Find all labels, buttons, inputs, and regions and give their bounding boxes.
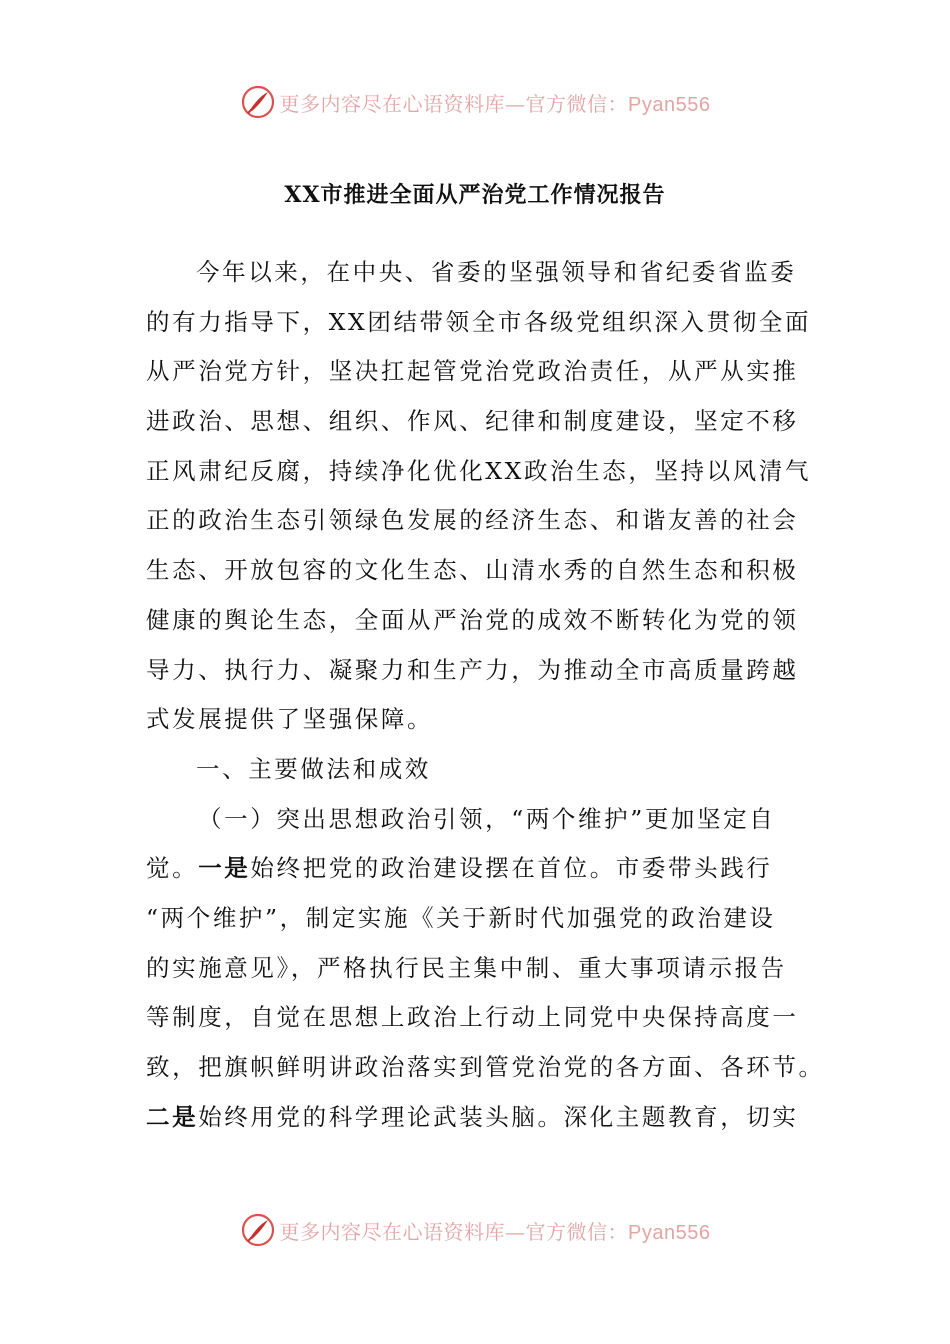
paragraph-line: 正的政治生态引领绿色发展的经济生态、和谐友善的社会 — [146, 506, 799, 535]
quill-pen-logo-icon — [240, 1212, 276, 1248]
paragraph-line: “两个维护”，制定实施《关于新时代加强党的政治建设 — [146, 903, 776, 932]
document-body — [146, 252, 825, 1146]
paragraph-line: 式发展提供了坚强保障。 — [146, 705, 434, 734]
paragraph-line — [146, 848, 806, 898]
point-marker: 一是 — [198, 854, 251, 883]
watermark-text: 更多内容尽在心语资料库—官方微信：Pyan556 — [279, 1219, 711, 1244]
watermark-text: 更多内容尽在心语资料库—官方微信：Pyan556 — [279, 91, 711, 116]
paragraph-line: 生态、开放包容的文化生态、山清水秀的自然生态和积极 — [146, 556, 799, 585]
point-marker: 二是 — [146, 1102, 199, 1131]
paragraph-line: 致，把旗帜鲜明讲政治落实到管党治党的各方面、各环节。 — [146, 1053, 825, 1081]
paragraph-line: 等制度，自觉在思想上政治上行动上同党中央保持高度一 — [146, 1003, 799, 1032]
paragraph-line: 从严治党方针，坚决扛起管党治党政治责任，从严从实推 — [146, 357, 799, 386]
quill-pen-logo-icon — [240, 84, 276, 120]
paragraph-line: 正风肃纪反腐，持续净化优化XX政治生态，坚持以风清气 — [146, 456, 812, 485]
header-watermark — [0, 80, 950, 124]
paragraph-line: 健康的舆论生态，全面从严治党的成效不断转化为党的领 — [146, 605, 799, 634]
section-heading: 一、主要做法和成效 — [196, 754, 431, 783]
line-prefix: 觉。 — [146, 854, 199, 883]
paragraph-line — [146, 1097, 806, 1147]
paragraph-line: 导力、执行力、凝聚力和生产力，为推动全市高质量跨越 — [146, 655, 799, 684]
paragraph-line: 的有力指导下，XX团结带领全市各级党组织深入贯彻全面 — [146, 307, 812, 336]
footer-watermark — [0, 1208, 950, 1252]
paragraph-line: 今年以来，在中央、省委的坚强领导和省纪委省监委 — [196, 258, 797, 286]
document-title: XX市推进全面从严治党工作情况报告 — [284, 182, 666, 208]
subsection-heading: （一）突出思想政治引领，“两个维护”更加坚定自 — [198, 804, 776, 833]
paragraph-line: 的实施意见》，严格执行民主集中制、重大事项请示报告 — [146, 953, 787, 982]
paragraph-line: 进政治、思想、组织、作风、纪律和制度建设，坚定不移 — [146, 407, 799, 436]
line-rest: 始终把党的政治建设摆在首位。市委带头践行 — [250, 854, 773, 883]
line-rest: 始终用党的科学理论武装头脑。深化主题教育，切实 — [198, 1102, 799, 1131]
